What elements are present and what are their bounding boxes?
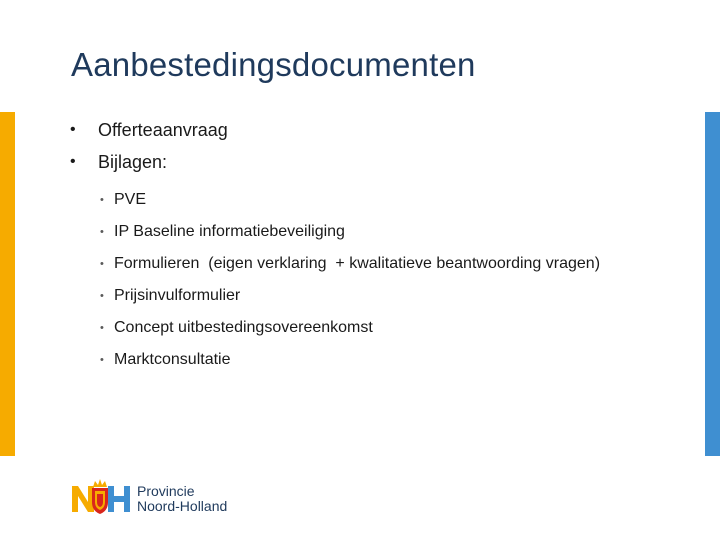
bullet-text: Bijlagen: bbox=[98, 152, 168, 172]
left-accent-bar bbox=[0, 112, 15, 456]
sub-bullet-text: Prijsinvulformulier bbox=[114, 287, 241, 304]
bullet-item bbox=[70, 114, 700, 146]
slide-title: Aanbestedingsdocumenten bbox=[71, 46, 476, 83]
bullet-item bbox=[70, 146, 700, 178]
sub-bullet-item bbox=[100, 280, 700, 312]
sub-bullet-item bbox=[100, 248, 700, 280]
sub-bullet-text: IP Baseline informatiebeveiliging bbox=[114, 223, 345, 240]
sub-bullet-text: Formulieren (eigen verklaring + kwalitatieve beantwoording vragen) bbox=[114, 255, 601, 272]
sub-bullet-item bbox=[100, 344, 700, 376]
sub-bullet-dot: • bbox=[100, 194, 104, 206]
sub-bullet-dot: • bbox=[100, 322, 104, 334]
bullet-dot: • bbox=[70, 153, 76, 170]
bullet-list bbox=[70, 114, 700, 376]
right-accent-bar bbox=[705, 112, 720, 456]
sub-bullet-item bbox=[100, 184, 700, 216]
sub-bullet-dot: • bbox=[100, 354, 104, 366]
logo-line-2: Noord-Holland bbox=[137, 498, 228, 514]
logo-line-1: Provincie bbox=[137, 483, 195, 499]
sub-bullet-item bbox=[100, 216, 700, 248]
sub-bullet-text: Marktconsultatie bbox=[114, 351, 231, 368]
bullet-text: Offerteaanvraag bbox=[98, 120, 228, 140]
sub-bullet-dot: • bbox=[100, 226, 104, 238]
sub-bullet-item bbox=[100, 312, 700, 344]
bullet-dot: • bbox=[70, 121, 76, 138]
sub-bullet-text: PVE bbox=[114, 191, 147, 208]
province-logo-icon bbox=[72, 478, 132, 514]
sub-bullet-dot: • bbox=[100, 258, 104, 270]
province-logo-text bbox=[137, 484, 227, 514]
sub-bullet-dot: • bbox=[100, 290, 104, 302]
sub-bullet-text: Concept uitbestedingsovereenkomst bbox=[114, 319, 373, 336]
